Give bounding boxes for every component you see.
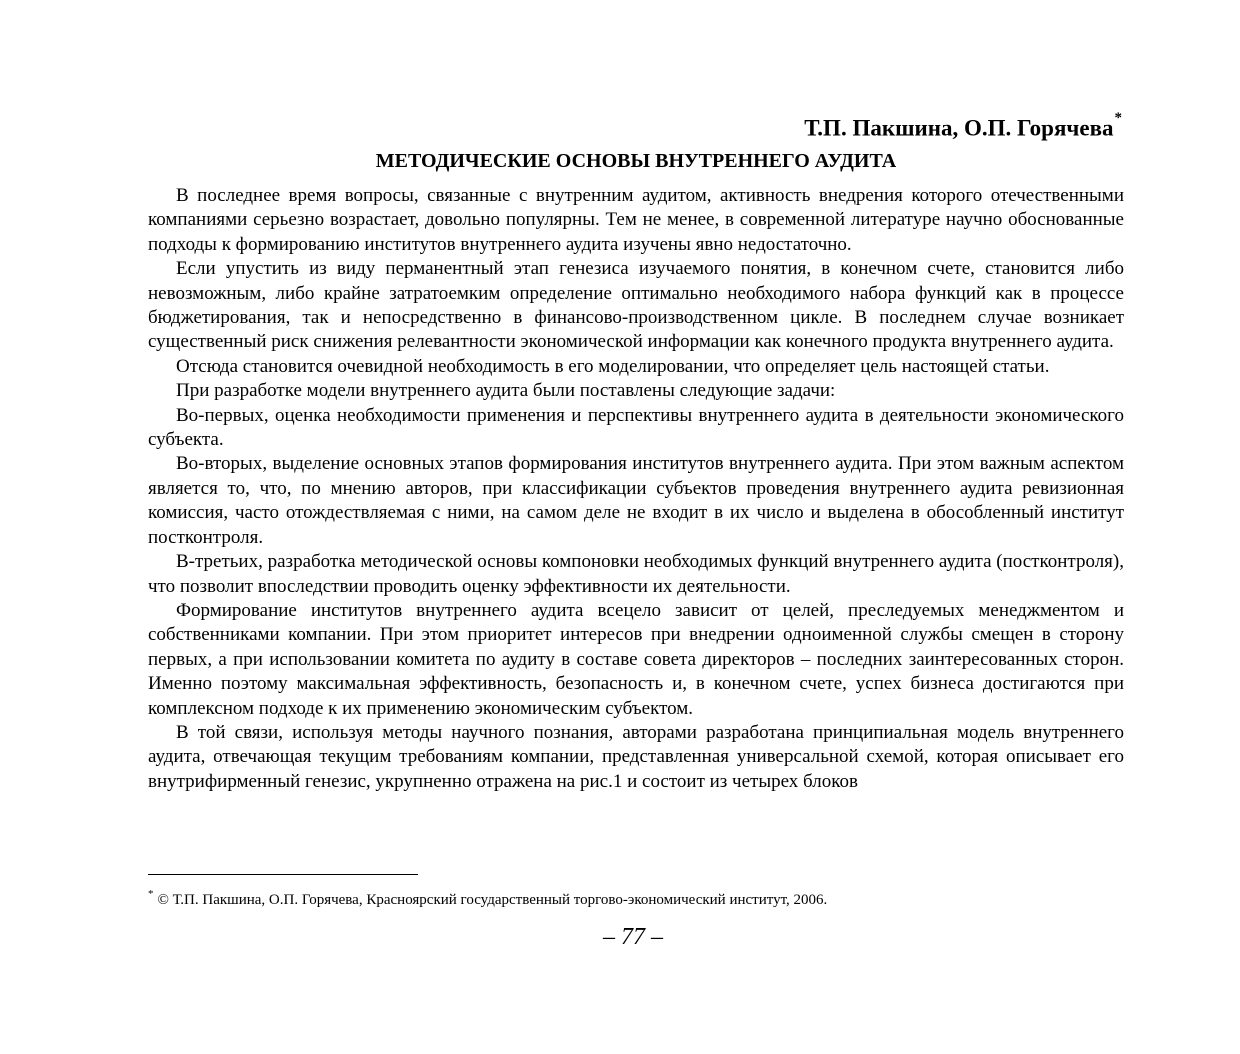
paragraph: Отсюда становится очевидной необходимость в его моделировании, что определяет цель настоящей статьи.: [176, 355, 1050, 377]
paragraph: В той связи, используя методы научного познания, авторами разработана принципиальная модель внутреннего аудита, отвечающая текущим требованиям компании, представленная универсальной схемой, которая описывает его внутрифирменный генезис, укрупненно отражена на рис.1 и состоит из четырех блоков: [148, 721, 1124, 792]
paragraph: Если упустить из виду перманентный этап генезиса изучаемого понятия, в конечном счете, становится либо невозможным, либо крайне затратоемким определение оптимально необходимого набора функций как в процессе бюджетирования, так и непосредственно в финансово-производственном цикле. В последнем случае возникает существенный риск снижения релевантности экономической информации как конечного продукта внутреннего аудита.: [148, 258, 1124, 353]
footnote-text: © Т.П. Пакшина, О.П. Горячева, Красноярский государственный торгово-экономический институт, 2006.: [157, 892, 828, 908]
paragraph: Во-первых, оценка необходимости применения и перспективы внутреннего аудита в деятельности экономического субъекта.: [148, 404, 1124, 451]
paragraph: Во-вторых, выделение основных этапов формирования институтов внутреннего аудита. При этом важным аспектом является то, что, по мнению авторов, при классификации субъектов проведения внутреннего аудита ревизионная комиссия, часто отождествляемая с ними, на самом деле не входит в их число и выделена в обособленный институт постконтроля.: [148, 453, 1124, 548]
paragraph: В-третьих, разработка методической основы компоновки необходимых функций внутреннего аудита (постконтроля), что позволит впоследствии проводить оценку эффективности их деятельности.: [148, 551, 1124, 597]
paragraph: Формирование институтов внутреннего аудита всецело зависит от целей, преследуемых менеджментом и собственниками компании. При этом приоритет интересов при внедрении одноименной службы смещен в сторону первых, а при использовании комитета по аудиту в составе совета директоров – последних заинтересованных сторон. Именно поэтому максимальная эффективность, безопасность и, в конечном счете, успех бизнеса достигаются при комплексном подходе к их применению экономическим субъектом.: [148, 599, 1124, 719]
article-title: МЕТОДИЧЕСКИЕ ОСНОВЫ ВНУТРЕННЕГО АУДИТА: [375, 150, 897, 172]
author-footnote-mark: *: [1114, 110, 1122, 126]
paragraph: В последнее время вопросы, связанные с внутренним аудитом, активность внедрения которого отечественными компаниями серьезно возрастает, довольно популярны. Тем не менее, в современной литературе научно обоснованные подходы к формированию институтов внутреннего аудита изучены явно недостаточно.: [148, 185, 1124, 255]
footnote: [148, 884, 1124, 911]
authors-line: [804, 108, 1122, 144]
article-body: [148, 184, 1124, 794]
authors: Т.П. Пакшина, О.П. Горячева: [804, 115, 1114, 141]
footnote-separator: [148, 874, 418, 875]
paragraph: При разработке модели внутреннего аудита были поставлены следующие задачи:: [176, 380, 836, 402]
footnote-mark: *: [148, 888, 154, 900]
page-number: – 77 –: [603, 924, 663, 950]
